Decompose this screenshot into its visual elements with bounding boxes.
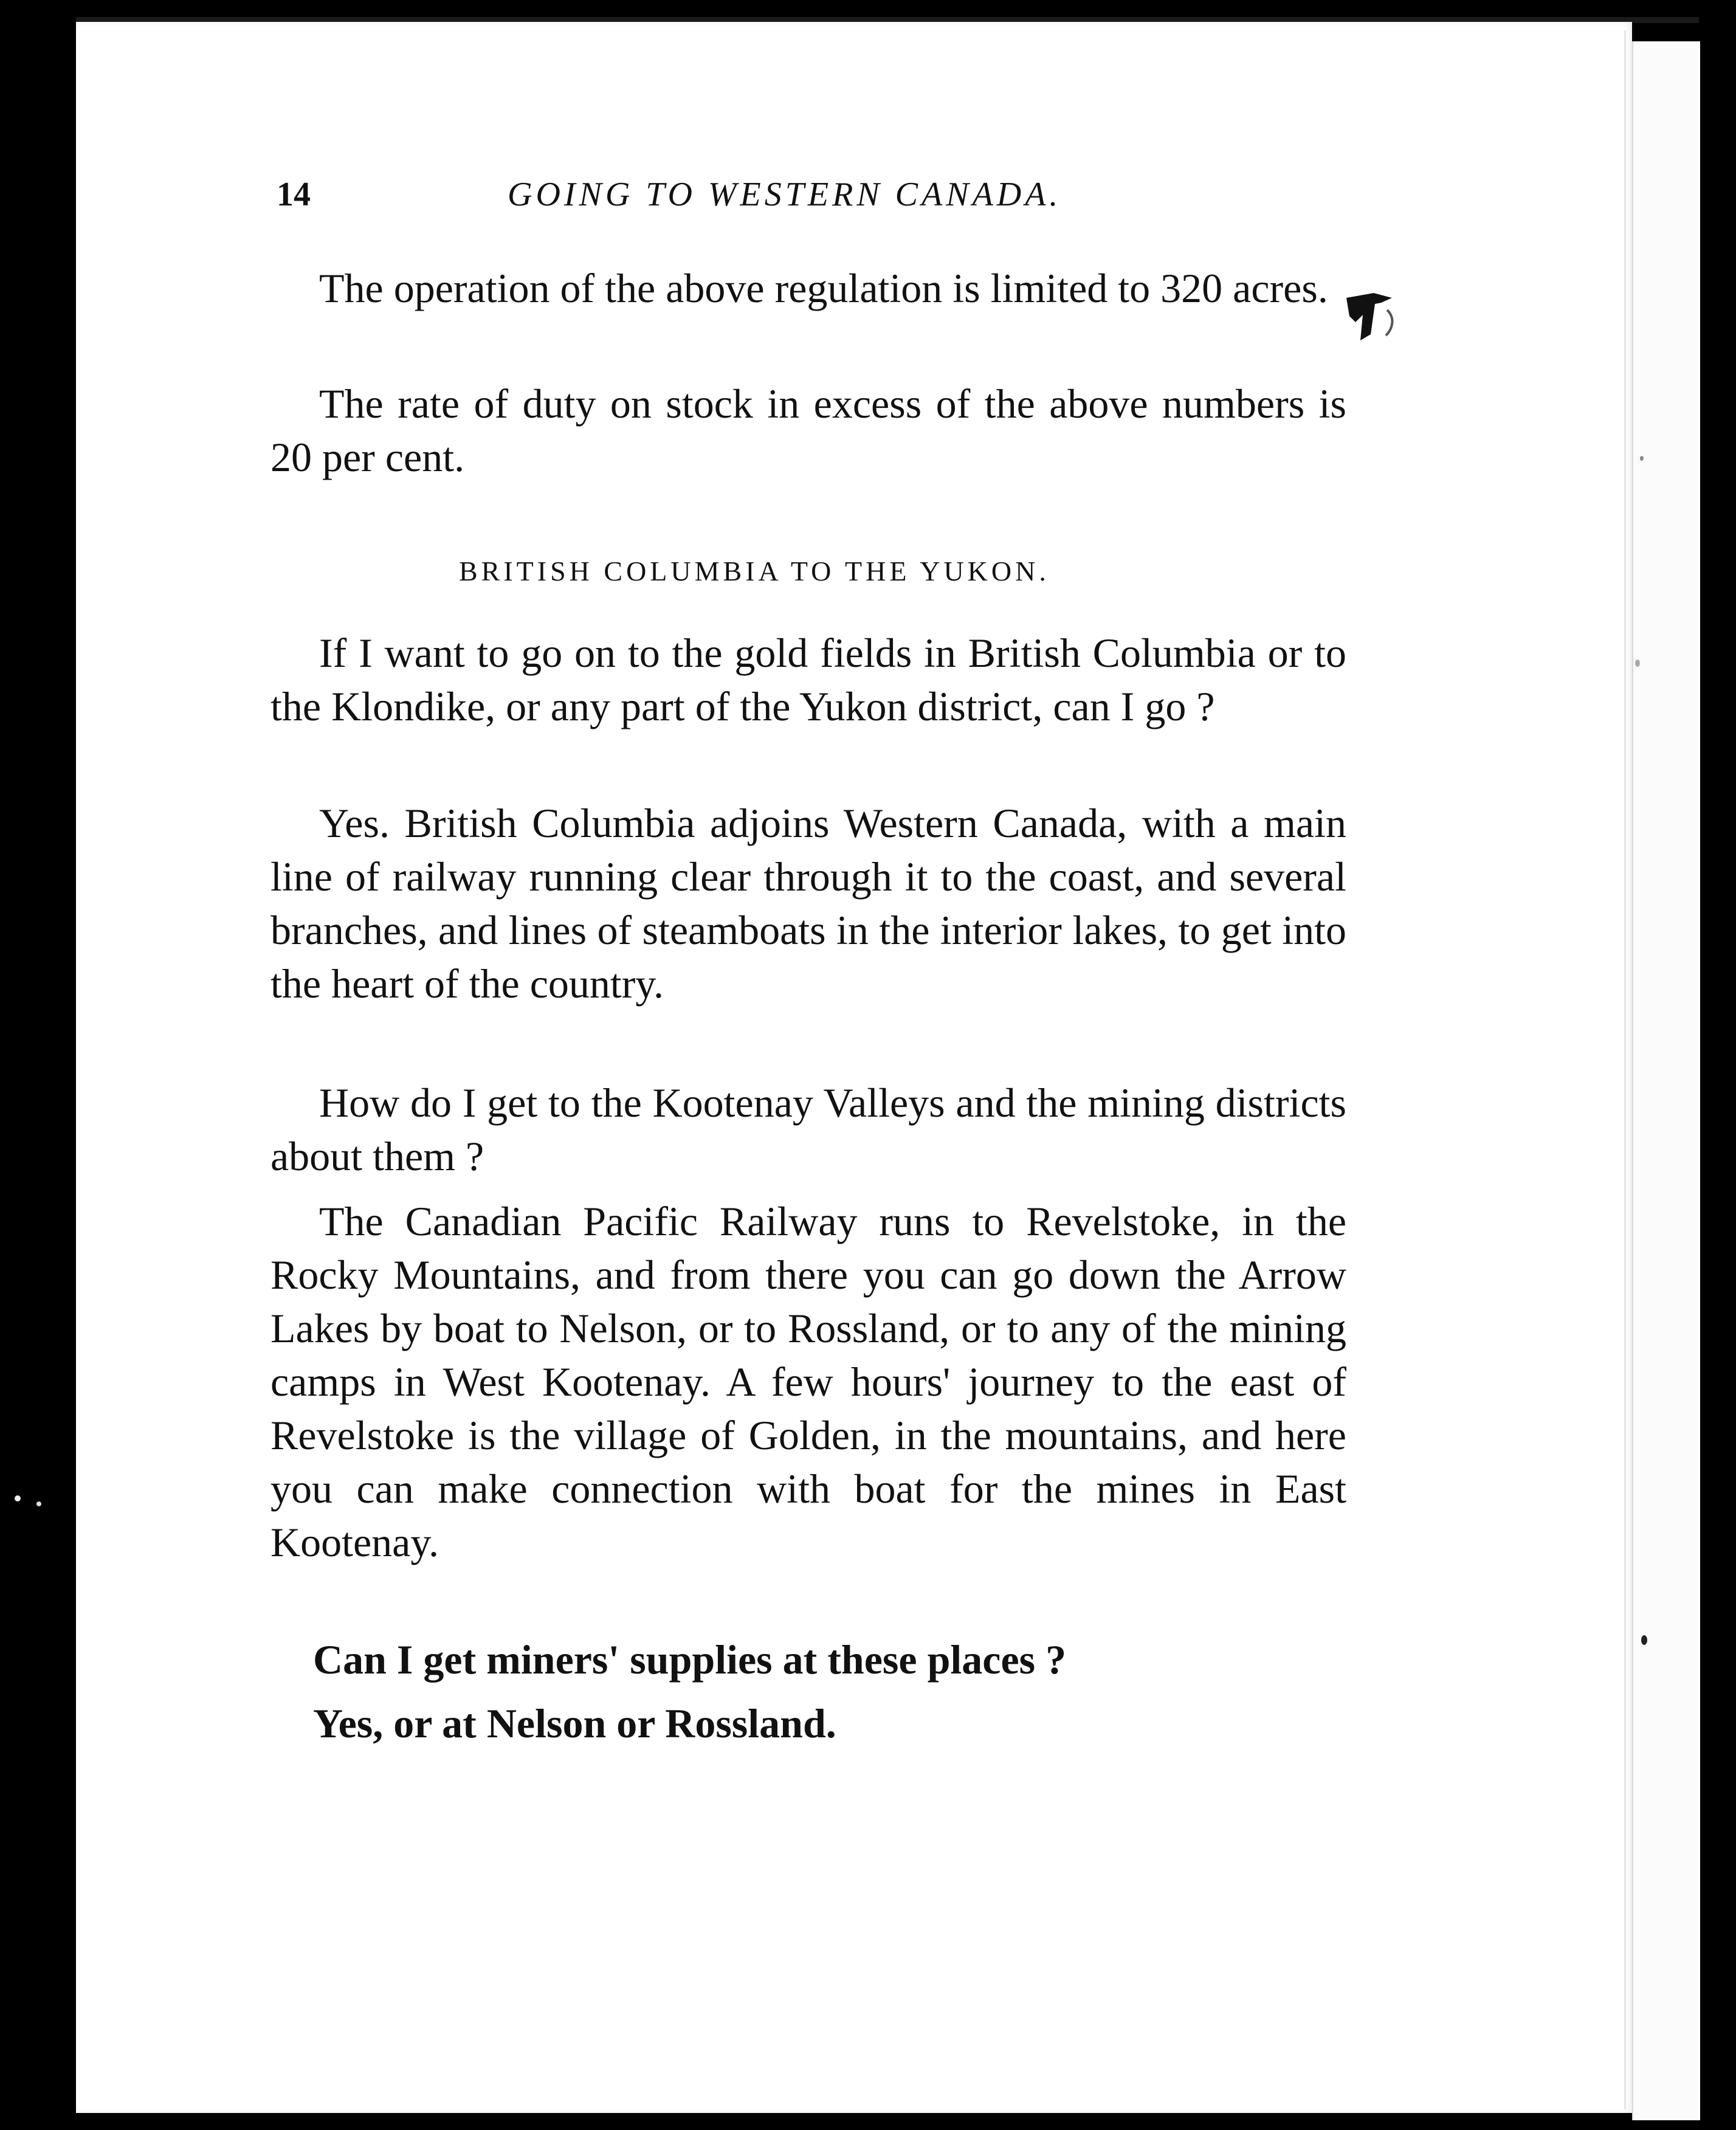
- paragraph-question-kootenay: How do I get to the Kootenay Valleys and the mining districts about them ?: [270, 1080, 1346, 1179]
- scan-speck: [15, 1495, 21, 1501]
- adjacent-page-edge: [1632, 41, 1700, 2120]
- scan-speck: [1640, 456, 1644, 461]
- section-heading: BRITISH COLUMBIA TO THE YUKON.: [459, 556, 1050, 587]
- page-fold: [1624, 30, 1626, 2109]
- page-header: [277, 173, 1140, 216]
- paragraph-question-supplies: Can I get miners' supplies at these places ?: [313, 1636, 1067, 1683]
- paragraph-question-gold-fields: If I want to go on to the gold fields in British Columbia or to the Klondike, or any part of the Yukon district, can I go ?: [270, 630, 1346, 729]
- paragraph-answer-supplies: Yes, or at Nelson or Rossland.: [313, 1700, 836, 1746]
- scan-speck: [1641, 1635, 1647, 1645]
- running-head: GOING TO WESTERN CANADA.: [508, 176, 1062, 213]
- page-number: 14: [277, 176, 311, 213]
- paragraph-duty-rate: The rate of duty on stock in excess of the above numbers is 20 per cent.: [270, 381, 1346, 480]
- scan-speck: [1635, 660, 1640, 667]
- paragraph-answer-british-columbia: Yes. British Columbia adjoins Western Canada, with a main line of railway running clear through it to the coast, and several branches, and lines of steamboats in the interior lakes, to get into the heart of the country.: [270, 800, 1346, 1007]
- ink-mark-icon: [1337, 286, 1404, 353]
- paragraph-answer-railway: The Canadian Pacific Railway runs to Revelstoke, in the Rocky Mountains, and from there you can go down the Arrow Lakes by boat to Nelson, or to Rossland, or to any of the mining camps in West Kootenay. A few hours' journey to the east of Revelstoke is the village of Golden, in the mountains, and here you can make connection with boat for the mines in East Kootenay.: [270, 1198, 1346, 1565]
- paragraph-regulation-limit: The operation of the above regulation is limited to 320 acres.: [319, 265, 1328, 311]
- scan-speck: [36, 1501, 41, 1506]
